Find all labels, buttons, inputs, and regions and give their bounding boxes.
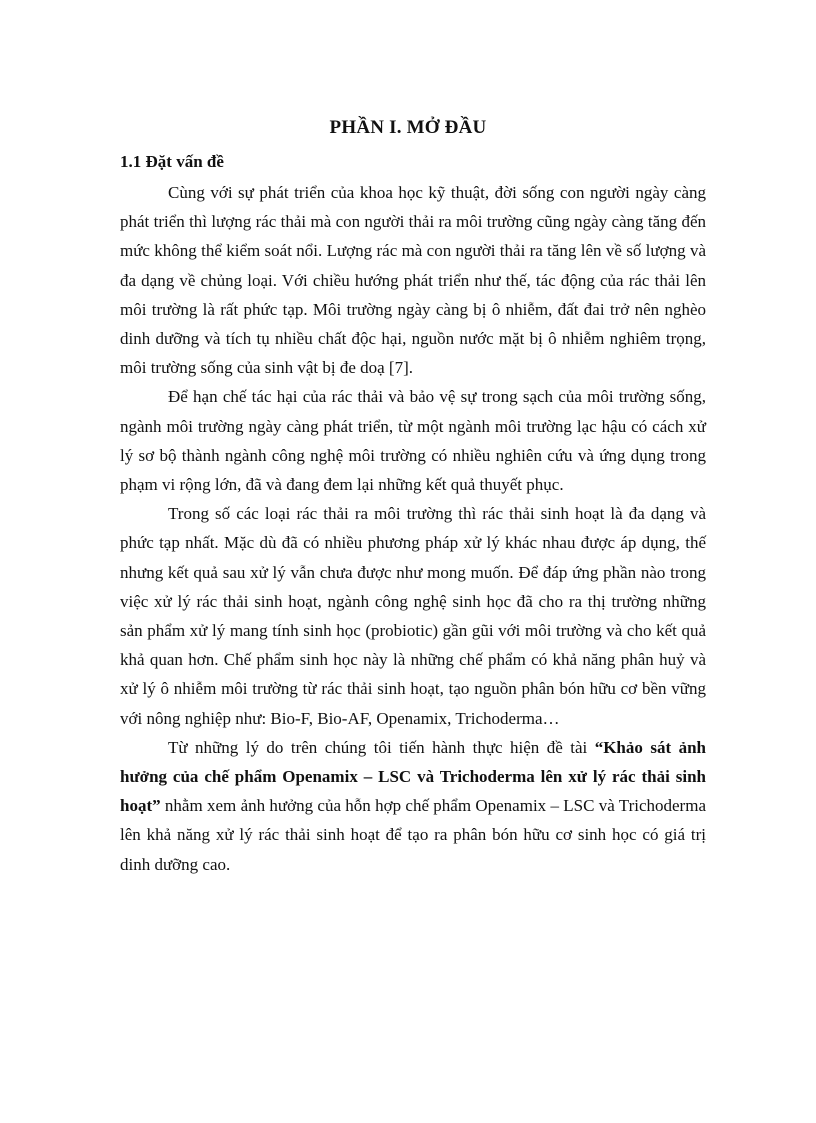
paragraph-2: Để hạn chế tác hại của rác thải và bảo vệ sự trong sạch của môi trường sống, ngành môi trường ngày càng phát triển, từ một ngành môi trường lạc hậu có cách xử lý sơ bộ thành ngành công nghệ môi trường có nhiều nghiên cứu và ứng dụng trong phạm vi rộng lớn, đã và đang đem lại những kết quả thuyết phục.: [120, 387, 706, 495]
section-heading: 1.1 Đặt vấn đề: [120, 152, 224, 171]
paragraph-4-rest: nhằm xem ảnh hưởng của hỗn hợp chế phẩm Openamix – LSC và Trichoderma lên khả năng xử lý rác thải sinh hoạt để tạo ra phân bón hữu cơ sinh học có giá trị dinh dưỡng cao.: [120, 796, 706, 874]
paragraph-4-intro: Từ những lý do trên chúng tôi tiến hành thực hiện đề tài: [168, 737, 595, 757]
page-title: PHẦN I. MỞ ĐẦU: [329, 117, 487, 138]
body-text: [120, 178, 706, 879]
paragraph-3: Trong số các loại rác thải ra môi trường thì rác thải sinh hoạt là đa dạng và phức tạp nhất. Mặc dù đã có nhiều phương pháp xử lý khác nhau được áp dụng, thế nhưng kết quả sau xử lý vẫn chưa được như mong muốn. Để đáp ứng phần nào trong việc xử lý rác thải sinh hoạt, ngành công nghệ sinh học đã cho ra thị trường những sản phẩm xử lý mang tính sinh học (probiotic) gần gũi với môi trường và cho kết quả khả quan hơn. Chế phẩm sinh học này là những chế phẩm có khả năng phân huỷ và xử lý ô nhiễm môi trường từ rác thải sinh hoạt, tạo nguồn phân bón hữu cơ bền vững với nông nghiệp như: Bio-F, Bio-AF, Openamix, Trichoderma…: [120, 504, 706, 728]
thesis-title: “Khảo sát ảnh hưởng của chế phẩm Openamix – LSC và Trichoderma lên xử lý rác thải sinh hoạt”: [120, 737, 706, 816]
paragraph-4: [120, 733, 706, 879]
paragraph-1: Cùng với sự phát triển của khoa học kỹ thuật, đời sống con người ngày càng phát triển thì lượng rác thải mà con người thải ra môi trường cũng ngày càng tăng đến mức không thể kiểm soát nổi. Lượng rác mà con người thải ra tăng lên về số lượng và đa dạng về chủng loại. Với chiều hướng phát triển như thế, tác động của rác thải lên môi trường là rất phức tạp. Môi trường ngày càng bị ô nhiễm, đất đai trở nên nghèo dinh dưỡng và tích tụ nhiều chất độc hại, nguồn nước mặt bị ô nhiễm nghiêm trọng, môi trường sống của sinh vật bị đe doạ [7].: [120, 183, 706, 378]
